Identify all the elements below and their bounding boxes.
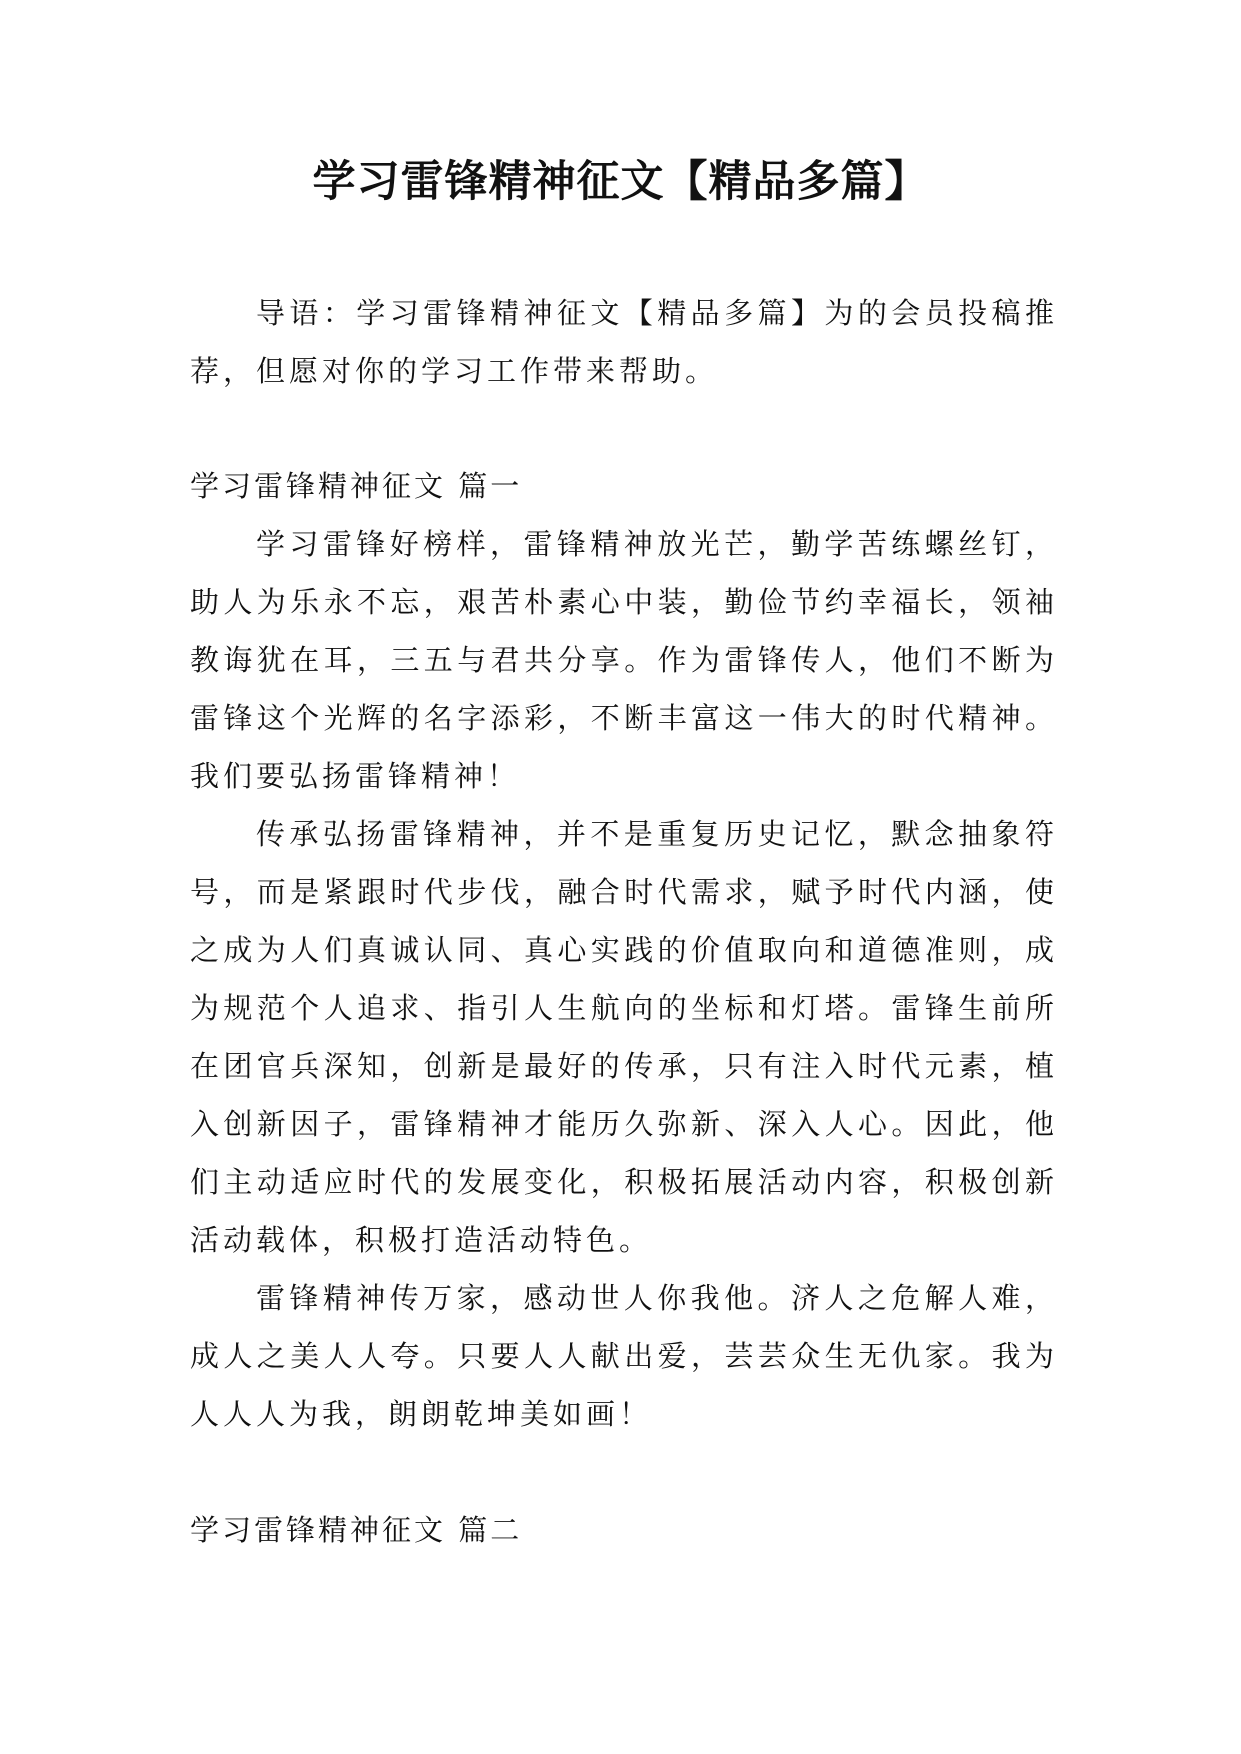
section-1	[190, 457, 1058, 1443]
body-paragraph: 传承弘扬雷锋精神，并不是重复历史记忆，默念抽象符号，而是紧跟时代步伐，融合时代需求，赋予时代内涵，使之成为人们真诚认同、真心实践的价值取向和道德准则，成为规范个人追求、指引人生航向的坐标和灯塔。雷锋生前所在团官兵深知，创新是最好的传承，只有注入时代元素，植入创新因子，雷锋精神才能历久弥新、深入人心。因此，他们主动适应时代的发展变化，积极拓展活动内容，积极创新活动载体，积极打造活动特色。	[190, 817, 1058, 1257]
section-heading: 学习雷锋精神征文 篇一	[190, 469, 523, 503]
section-spacer	[190, 1443, 1058, 1501]
intro-paragraph: 导语：学习雷锋精神征文【精品多篇】为的会员投稿推荐，但愿对你的学习工作带来帮助。	[190, 296, 1058, 388]
body-paragraph: 学习雷锋好榜样，雷锋精神放光芒，勤学苦练螺丝钉，助人为乐永不忘，艰苦朴素心中装，勤俭节约幸福长，领袖教诲犹在耳，三五与君共分享。作为雷锋传人，他们不断为雷锋这个光辉的名字添彩，不断丰富这一伟大的时代精神。我们要弘扬雷锋精神！	[190, 527, 1058, 793]
section-2	[190, 1501, 1058, 1559]
body-paragraph: 雷锋精神传万家，感动世人你我他。济人之危解人难，成人之美人人夸。只要人人献出爱，芸芸众生无仇家。我为人人人为我，朗朗乾坤美如画！	[190, 1281, 1058, 1431]
document-title: 学习雷锋精神征文【精品多篇】	[312, 157, 929, 207]
document-body	[190, 284, 1058, 1559]
section-heading: 学习雷锋精神征文 篇二	[190, 1513, 523, 1547]
